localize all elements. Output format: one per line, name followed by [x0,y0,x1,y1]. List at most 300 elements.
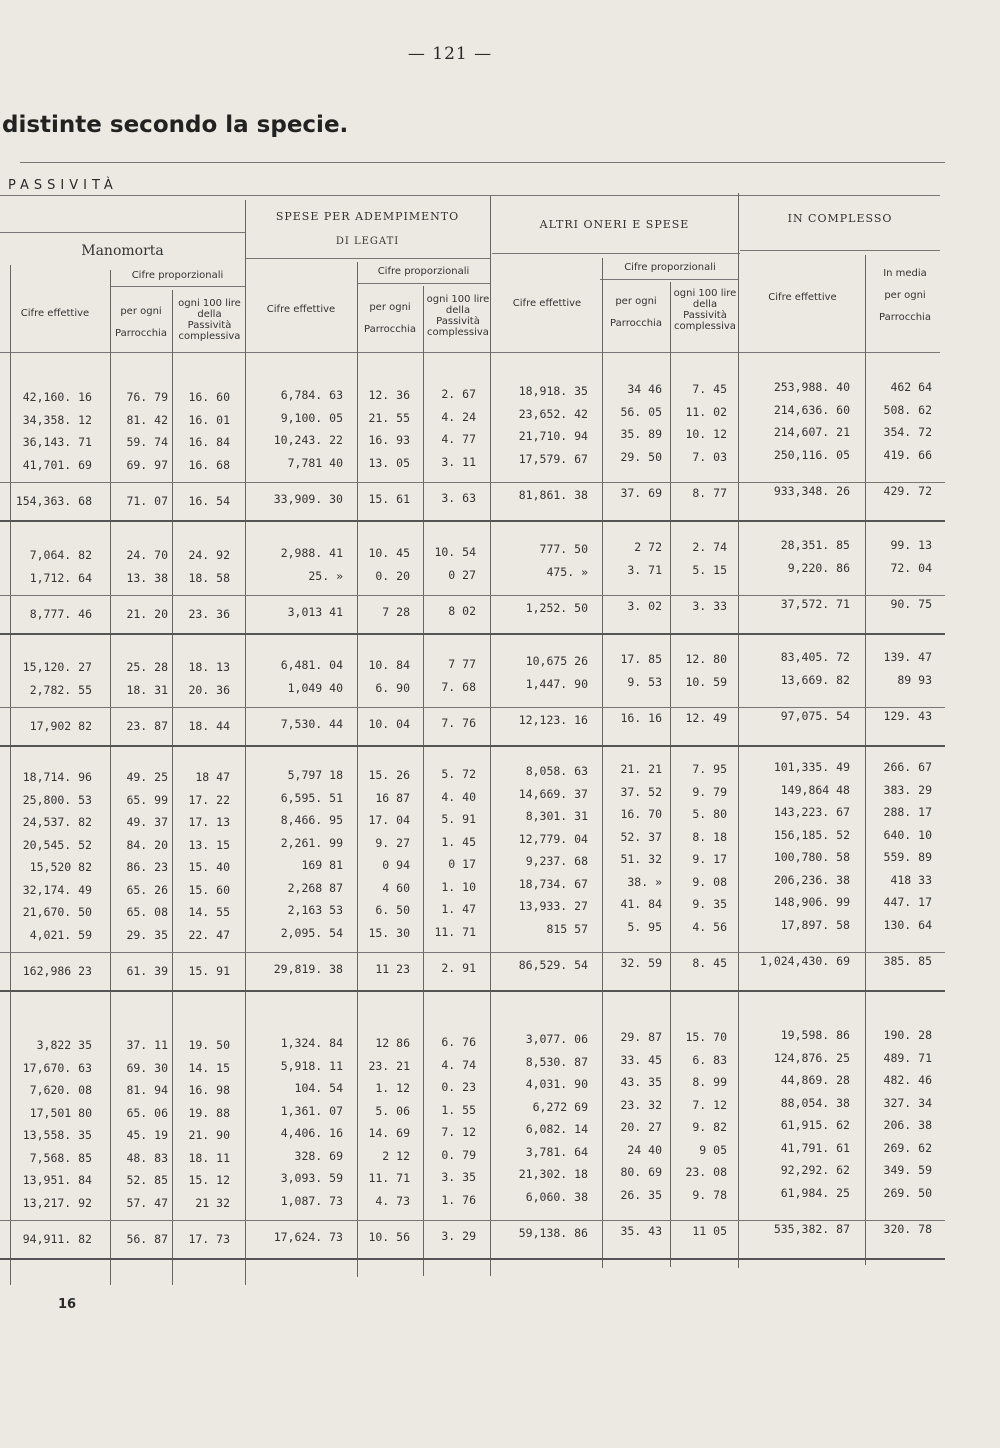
table-cell: 4. 77 [441,432,476,446]
subtotal-rule [0,482,945,483]
subtotal-rule [0,952,945,953]
table-cell: 1. 45 [441,834,476,849]
table-cell: 7. 68 [441,679,476,694]
table-cell: 3. 35 [441,1170,476,1184]
table-cell: 17,579. 67 [518,451,588,466]
table-cell: 10. 59 [685,674,727,689]
table-cell: 206,236. 38 [773,872,850,887]
table-cell: 16. 84 [188,435,230,449]
table-cell: 65. 06 [126,1105,168,1120]
table-cell: 100,780. 58 [773,850,850,864]
table-cell: 45. 19 [126,1128,168,1142]
table-cell: 48. 83 [126,1150,168,1165]
table-cell: 418 33 [890,872,932,887]
col-header-per-ogni: per ogni Parrocchia [364,302,416,335]
table-cell: 37. 52 [620,784,662,799]
table-cell: 104. 54 [294,1081,343,1095]
table-cell: 26. 35 [620,1187,662,1202]
total-cell: 59,138. 86 [518,1226,588,1240]
table-cell: 84. 20 [126,837,168,852]
total-cell: 7 28 [382,605,410,619]
table-cell: 24 40 [627,1142,662,1157]
table-cell: 354. 72 [883,425,932,439]
table-cell: 14. 55 [188,905,230,919]
col-header-cifre-effettive: Cifre effettive [20,308,90,319]
table-cell: 2,095. 54 [280,925,343,940]
table-cell: 1,324. 84 [280,1036,343,1050]
total-cell: 29,819. 38 [273,962,343,976]
total-cell: 17. 73 [188,1232,230,1246]
table-cell: 143,223. 67 [773,805,850,819]
page-heading: distinte secondo la specie. [2,112,349,138]
table-cell: 17. 04 [368,813,410,827]
table-cell: 34 46 [627,382,662,396]
subheader-cifre-proporzionali: Cifre proporzionali [131,270,224,281]
table-cell: 9. 78 [692,1187,727,1202]
subtotal-rule [0,707,945,708]
total-cell: 17,902 82 [29,719,92,733]
table-cell: 1,712. 64 [29,570,92,585]
group-header-altri: ALTRI ONERI E SPESE [539,218,690,231]
total-cell: 17,624. 73 [273,1230,343,1244]
group-rule [0,633,945,635]
table-cell: 59. 74 [126,435,168,449]
table-cell: 69. 97 [126,457,168,472]
table-cell: 69. 30 [126,1060,168,1075]
table-cell: 21 32 [195,1195,230,1210]
table-cell: 10,675 26 [525,654,588,668]
table-cell: 253,988. 40 [773,380,850,394]
table-cell: 7,064. 82 [29,548,92,562]
table-cell: 419. 66 [883,447,932,462]
table-cell: 13,558. 35 [22,1128,92,1142]
table-cell: 44,869. 28 [780,1073,850,1087]
table-cell: 18,918. 35 [518,384,588,398]
table-cell: 1,049 40 [287,680,343,695]
table-cell: 0 17 [448,857,476,871]
total-cell: 535,382. 87 [773,1222,850,1236]
table-cell: 1. 47 [441,902,476,916]
col-header-ogni-100: ogni 100 lire della Passività complessiva [673,288,737,332]
table-cell: 206. 38 [883,1118,932,1132]
table-cell: 16. 68 [188,457,230,472]
table-cell: 8,466. 95 [280,813,343,827]
table-cell: 5. 80 [692,807,727,821]
table-cell: 2 12 [382,1148,410,1163]
section-label: PASSIVITÀ [8,178,118,193]
table-cell: 1. 55 [441,1102,476,1117]
table-cell: 2,163 53 [287,903,343,917]
table-cell: 19. 50 [188,1038,230,1052]
table-cell: 1,087. 73 [280,1193,343,1208]
table-cell: 18,734. 67 [518,876,588,891]
total-cell: 11 23 [375,962,410,976]
table-cell: 34,358. 12 [22,412,92,427]
table-cell: 80. 69 [620,1165,662,1179]
table-cell: 7. 12 [441,1125,476,1139]
table-cell: 2 72 [634,540,662,554]
table-cell: 24,537. 82 [22,815,92,829]
table-cell: 21,302. 18 [518,1167,588,1181]
table-cell: 1,361. 07 [280,1103,343,1118]
table-cell: 482. 46 [883,1073,932,1087]
table-cell: 250,116. 05 [773,447,850,462]
table-cell: 13. 38 [126,570,168,585]
table-cell: 16 87 [375,790,410,805]
total-cell: 71. 07 [126,494,168,508]
table-cell: 25. 28 [126,660,168,674]
col-header-cifre-effettive: Cifre effettive [266,304,336,315]
total-cell: 11 05 [692,1224,727,1238]
table-cell: 65. 26 [126,882,168,897]
table-cell: 32,174. 49 [22,882,92,897]
total-cell: 1,252. 50 [525,601,588,615]
table-cell: 23. 08 [685,1165,727,1179]
table-cell: 3. 11 [441,454,476,469]
table-cell: 124,876. 25 [773,1050,850,1065]
total-cell: 10. 56 [368,1230,410,1244]
table-cell: 51. 32 [620,852,662,866]
table-cell: 41. 84 [620,897,662,911]
table-cell: 9. 82 [692,1120,727,1134]
total-cell: 2. 91 [441,961,476,975]
table-cell: 65. 08 [126,905,168,919]
table-cell: 5. 95 [627,919,662,934]
total-cell: 129. 43 [883,709,932,723]
table-cell: 18. 31 [126,682,168,697]
table-cell: 52. 85 [126,1173,168,1187]
table-cell: 35. 89 [620,427,662,441]
table-cell: 14. 15 [188,1060,230,1075]
table-cell: 72. 04 [890,560,932,575]
table-cell: 15. 12 [188,1173,230,1187]
table-cell: 16. 60 [188,390,230,404]
table-cell: 5. 15 [692,562,727,577]
table-cell: 17,897. 58 [780,917,850,932]
table-cell: 25. » [308,568,343,583]
total-cell: 933,348. 26 [773,484,850,498]
table-cell: 38. » [627,874,662,889]
table-cell: 4,406. 16 [280,1126,343,1140]
total-cell: 15. 61 [368,492,410,506]
table-cell: 89 93 [897,672,932,687]
table-cell: 327. 34 [883,1095,932,1110]
table-cell: 8,058. 63 [525,764,588,778]
col-header-in-media: In media per ogni Parrocchia [879,268,931,323]
table-cell: 0. 20 [375,568,410,583]
table-cell: 18. 13 [188,660,230,674]
total-cell: 8 02 [448,604,476,618]
table-cell: 3,077. 06 [525,1032,588,1046]
col-header-ogni-100: ogni 100 lire della Passività complessiva [178,298,241,342]
table-cell: 475. » [546,564,588,579]
table-cell: 37. 11 [126,1038,168,1052]
table-cell: 4. 40 [441,789,476,804]
table-cell: 21. 55 [368,410,410,425]
table-cell: 4,031. 90 [525,1077,588,1091]
table-cell: 29. 87 [620,1030,662,1044]
table-cell: 13. 15 [188,837,230,852]
table-cell: 15. 70 [685,1030,727,1044]
table-cell: 3,093. 59 [280,1171,343,1185]
table-cell: 49. 37 [126,815,168,829]
table-cell: 12. 80 [685,652,727,666]
total-cell: 56. 87 [126,1232,168,1246]
table-cell: 7. 12 [692,1097,727,1112]
table-cell: 9. 53 [627,674,662,689]
table-cell: 0. 23 [441,1080,476,1094]
table-cell: 214,636. 60 [773,402,850,417]
table-cell: 4,021. 59 [29,927,92,942]
table-cell: 489. 71 [883,1050,932,1065]
table-cell: 41,701. 69 [22,457,92,472]
col-header-per-ogni: per ogni Parrocchia [115,306,167,339]
table-cell: 21,710. 94 [518,429,588,443]
table-cell: 21. 21 [620,762,662,776]
table-cell: 20. 27 [620,1120,662,1134]
group-header-spese-sub: DI LEGATI [335,236,400,247]
subtotal-rule [0,595,945,596]
table-cell: 52. 37 [620,829,662,844]
table-cell: 18. 11 [188,1150,230,1165]
table-cell: 559. 89 [883,850,932,864]
table-cell: 61,915. 62 [780,1118,850,1132]
table-cell: 8,301. 31 [525,809,588,823]
table-cell: 23. 32 [620,1097,662,1112]
table-cell: 2. 74 [692,540,727,554]
table-cell: 6,784. 63 [280,388,343,402]
table-cell: 2,261. 99 [280,835,343,850]
table-cell: 3. 71 [627,562,662,577]
table-cell: 18 47 [195,770,230,784]
table-cell: 24. 92 [188,548,230,562]
table-cell: 9. 08 [692,874,727,889]
total-cell: 429. 72 [883,484,932,498]
table-cell: 7,568. 85 [29,1150,92,1165]
table-cell: 81. 42 [126,412,168,427]
table-cell: 4. 74 [441,1057,476,1072]
table-cell: 36,143. 71 [22,435,92,449]
table-cell: 21,670. 50 [22,905,92,919]
total-cell: 15. 91 [188,964,230,978]
table-cell: 1,447. 90 [525,676,588,691]
table-cell: 640. 10 [883,827,932,842]
total-cell: 16. 54 [188,494,230,508]
table-cell: 6,481. 04 [280,658,343,672]
table-cell: 9,237. 68 [525,854,588,868]
table-cell: 8. 99 [692,1075,727,1089]
subheader-cifre-proporzionali: Cifre proporzionali [624,262,716,273]
table-cell: 17,670. 63 [22,1060,92,1075]
total-cell: 3,013 41 [287,605,343,619]
table-cell: 43. 35 [620,1075,662,1089]
table-cell: 17. 22 [188,792,230,807]
table-cell: 349. 59 [883,1163,932,1177]
table-cell: 61,984. 25 [780,1185,850,1200]
page-number: — 121 — [407,44,493,64]
table-cell: 156,185. 52 [773,827,850,842]
table-cell: 65. 99 [126,792,168,807]
group-rule [0,1258,945,1260]
group-header-spese: SPESE PER ADEMPIMENTO [275,210,460,223]
table-cell: 0. 79 [441,1147,476,1162]
col-header-per-ogni: per ogni Parrocchia [610,296,662,329]
table-cell: 12 86 [375,1036,410,1050]
table-cell: 23,652. 42 [518,406,588,421]
table-cell: 6. 76 [441,1035,476,1049]
table-cell: 14. 69 [368,1126,410,1140]
table-cell: 328. 69 [294,1148,343,1163]
table-cell: 15. 40 [188,860,230,874]
table-cell: 288. 17 [883,805,932,819]
table-cell: 383. 29 [883,782,932,797]
col-header-cifre-effettive: Cifre effettive [768,292,837,303]
table-cell: 101,335. 49 [773,760,850,774]
table-cell: 815 57 [546,921,588,936]
table-cell: 9,220. 86 [787,560,850,575]
table-cell: 14,669. 37 [518,786,588,801]
table-cell: 6. 90 [375,680,410,695]
table-cell: 7,781 40 [287,455,343,470]
table-cell: 139. 47 [883,650,932,664]
total-cell: 33,909. 30 [273,492,343,506]
table-cell: 1. 76 [441,1192,476,1207]
table-cell: 6,595. 51 [280,790,343,805]
table-cell: 17. 85 [620,652,662,666]
table-cell: 169 81 [301,858,343,872]
table-cell: 5,918. 11 [280,1058,343,1073]
total-cell: 7. 76 [441,716,476,730]
table-cell: 22. 47 [188,927,230,942]
table-cell: 15. 30 [368,925,410,940]
group-header-manomorta: Manomorta [81,243,164,259]
table-cell: 49. 25 [126,770,168,784]
col-header-cifre-effettive: Cifre effettive [512,298,582,309]
table-cell: 9. 79 [692,784,727,799]
subtotal-rule [0,1220,945,1221]
total-cell: 37. 69 [620,486,662,500]
total-cell: 3. 29 [441,1229,476,1243]
table-cell: 5. 91 [441,812,476,826]
subheader-cifre-proporzionali: Cifre proporzionali [377,266,470,277]
table-cell: 7,620. 08 [29,1083,92,1097]
table-cell: 16. 70 [620,807,662,821]
table-cell: 42,160. 16 [22,390,92,404]
total-cell: 12,123. 16 [518,713,588,727]
table-cell: 4. 24 [441,409,476,424]
total-cell: 8. 45 [692,956,727,970]
table-cell: 214,607. 21 [773,425,850,439]
table-cell: 83,405. 72 [780,650,850,664]
total-cell: 8. 77 [692,486,727,500]
table-cell: 86. 23 [126,860,168,874]
table-cell: 11. 71 [368,1171,410,1185]
table-cell: 10. 84 [368,658,410,672]
total-cell: 86,529. 54 [518,958,588,972]
table-cell: 5,797 18 [287,768,343,782]
table-cell: 269. 50 [883,1185,932,1200]
table-cell: 92,292. 62 [780,1163,850,1177]
total-cell: 10. 04 [368,717,410,731]
table-cell: 9. 17 [692,852,727,866]
table-cell: 7. 03 [692,449,727,464]
table-cell: 148,906. 99 [773,895,850,909]
table-cell: 190. 28 [883,1028,932,1042]
table-cell: 57. 47 [126,1195,168,1210]
table-cell: 21. 90 [188,1128,230,1142]
table-cell: 20. 36 [188,682,230,697]
table-cell: 0 94 [382,858,410,872]
table-cell: 11. 02 [685,404,727,419]
table-cell: 7 77 [448,657,476,671]
table-cell: 6. 83 [692,1052,727,1067]
table-cell: 2,782. 55 [29,682,92,697]
total-cell: 1,024,430. 69 [759,954,850,968]
table-cell: 9. 35 [692,897,727,911]
table-cell: 149,864 48 [780,782,850,797]
total-cell: 61. 39 [126,964,168,978]
table-cell: 19. 88 [188,1105,230,1120]
table-cell: 2,988. 41 [280,546,343,560]
table-cell: 16. 01 [188,412,230,427]
table-cell: 18,714. 96 [22,770,92,784]
table-cell: 6,060. 38 [525,1189,588,1204]
table-cell: 462 64 [890,380,932,394]
signature-number: 16 [58,1297,77,1312]
table-cell: 6,272 69 [532,1099,588,1114]
table-cell: 33. 45 [620,1052,662,1067]
table-cell: 41,791. 61 [780,1140,850,1155]
group-rule [0,745,945,747]
table-cell: 29. 50 [620,449,662,464]
table-cell: 15. 60 [188,882,230,897]
table-cell: 12,779. 04 [518,831,588,846]
total-cell: 8,777. 46 [29,607,92,621]
total-cell: 385. 85 [883,954,932,968]
table-cell: 76. 79 [126,390,168,404]
table-cell: 266. 67 [883,760,932,774]
total-cell: 12. 49 [685,711,727,725]
table-cell: 1. 12 [375,1081,410,1095]
table-cell: 9,100. 05 [280,410,343,425]
table-cell: 10,243. 22 [273,433,343,447]
table-cell: 19,598. 86 [780,1028,850,1042]
table-cell: 3,781. 64 [525,1144,588,1159]
table-cell: 2,268 87 [287,880,343,895]
table-cell: 18. 58 [188,570,230,585]
total-cell: 81,861. 38 [518,488,588,502]
total-cell: 16. 16 [620,711,662,725]
group-rule [0,990,945,992]
table-cell: 13,217. 92 [22,1195,92,1210]
table-cell: 269. 62 [883,1140,932,1155]
table-cell: 11. 71 [434,924,476,939]
total-cell: 35. 43 [620,1224,662,1238]
table-cell: 3,822 35 [36,1038,92,1052]
table-cell: 28,351. 85 [780,538,850,552]
table-cell: 7. 45 [692,382,727,396]
table-cell: 447. 17 [883,895,932,909]
table-cell: 17. 13 [188,815,230,829]
table-cell: 7. 95 [692,762,727,776]
table-cell: 13. 05 [368,455,410,470]
total-cell: 97,075. 54 [780,709,850,723]
table-cell: 8,530. 87 [525,1054,588,1069]
table-cell: 2. 67 [441,387,476,401]
table-cell: 6,082. 14 [525,1122,588,1136]
table-cell: 25,800. 53 [22,792,92,807]
group-rule [0,520,945,522]
